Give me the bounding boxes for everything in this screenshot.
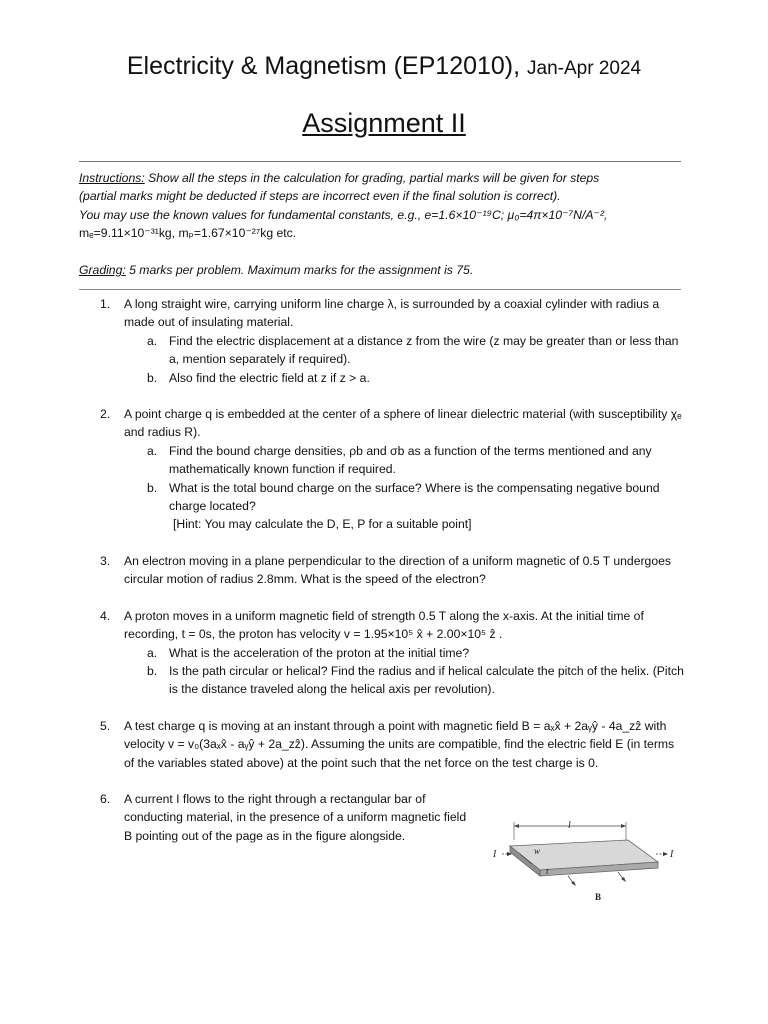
problem-text: A point charge q is embedded at the center of a sphere of linear dielectric material (with susceptibility χₑ and radius R). [124, 407, 682, 440]
course-term: Jan-Apr 2024 [527, 58, 642, 79]
label-I-left: I [493, 849, 497, 860]
problem-number: 1. [100, 297, 111, 311]
problem-1 [100, 295, 685, 387]
problem-text: A long straight wire, carrying uniform line charge λ, is surrounded by a coaxial cylinder with radius a made out of insulating material. [124, 297, 660, 330]
part-letter: a. [147, 443, 158, 458]
problem-hint: [Hint: You may calculate the D, E, P for a suitable point] [173, 517, 472, 532]
part-text: Is the path circular or helical? Find the radius and if helical calculate the pitch of the helix. (Pitch is the distance traveled along the helical axis per revolution). [169, 663, 684, 697]
page-title [0, 52, 768, 81]
problem-part [124, 479, 685, 516]
problem-text: A current I flows to the right through a rectangular bar of conducting material, in the presence of a uniform magnetic field B pointing out of the page as in the figure alongside. [124, 791, 467, 843]
problem-4 [100, 607, 685, 699]
part-letter: b. [147, 663, 158, 678]
problem-part [124, 644, 685, 662]
instructions-block [79, 169, 684, 279]
label-t: t [546, 866, 549, 876]
part-letter: b. [147, 480, 158, 495]
label-l: l [568, 820, 571, 831]
problem-6 [100, 790, 474, 845]
problem-number: 6. [100, 791, 111, 806]
part-text: What is the total bound charge on the surface? Where is the compensating negative bound charge located? [169, 480, 660, 514]
part-letter: b. [147, 370, 158, 385]
problem-text: A test charge q is moving at an instant through a point with magnetic field B = aₓx̂ + 2aᵧŷ - 4a_zẑ with velocity v = v₀(3aₓx̂ - aᵧŷ + 2a_zẑ). Assuming the units are compatible, find the electric field E (in terms of the variables stated above) at the point such that the net force on the test charge is 0. [124, 718, 675, 770]
problem-part [124, 332, 685, 369]
bottom-divider [79, 289, 681, 290]
problem-part [124, 369, 685, 387]
instructions-line-1: Instructions: Show all the steps in the calculation for grading, partial marks will be given for steps [79, 171, 600, 185]
instructions-line-3: You may use the known values for fundamental constants, e.g., e=1.6×10⁻¹⁹C; μ₀=4π×10⁻⁷N/A⁻², [79, 207, 608, 222]
problem-number: 5. [100, 718, 111, 733]
problem-part [124, 662, 685, 699]
label-B: B [595, 892, 602, 902]
course-title: Electricity & Magnetism (EP12010), [126, 52, 521, 80]
instructions-line-2: (partial marks might be deducted if steps are incorrect even if the final solution is correct). [79, 189, 561, 204]
conducting-bar-figure [490, 818, 680, 906]
problem-number: 3. [100, 553, 111, 568]
part-letter: a. [147, 645, 158, 660]
instructions-label: Instructions: [79, 171, 145, 185]
problem-list [100, 295, 685, 863]
problem-text: An electron moving in a plane perpendicular to the direction of a uniform magnetic of 0.5 T undergoes circular motion of radius 2.8mm. What is the speed of the electron? [124, 553, 671, 587]
part-letter: a. [147, 333, 158, 348]
part-text: Also find the electric field at z if z > a. [169, 370, 370, 385]
problem-part [124, 442, 685, 479]
assignment-title: Assignment II [302, 108, 466, 138]
part-text: Find the electric displacement at a distance z from the wire (z may be greater than or less than a, mention separately if required). [169, 333, 679, 367]
label-w: w [534, 846, 541, 856]
problem-2 [100, 405, 685, 534]
problem-3 [100, 552, 685, 589]
label-I-right: I [670, 849, 674, 860]
problem-number: 4. [100, 608, 111, 623]
part-text: What is the acceleration of the proton at the initial time? [169, 645, 470, 660]
grading-label: Grading: [79, 263, 126, 278]
instructions-line-4: mₑ=9.11×10⁻³¹kg, mₚ=1.67×10⁻²⁷kg etc. [79, 226, 297, 241]
top-divider [79, 161, 681, 162]
problem-text: A proton moves in a uniform magnetic field of strength 0.5 T along the x-axis. At the initial time of recording, t = 0s, the proton has velocity v = 1.95×10⁵ x̂ + 2.00×10⁵ ẑ . [124, 608, 644, 642]
part-text: Find the bound charge densities, ρb and σb as a function of the terms mentioned and any mathematically known function if required. [169, 443, 652, 477]
problem-5 [100, 717, 685, 772]
grading-line: Grading: 5 marks per problem. Maximum marks for the assignment is 75. [79, 263, 474, 278]
problem-number: 2. [100, 407, 111, 422]
